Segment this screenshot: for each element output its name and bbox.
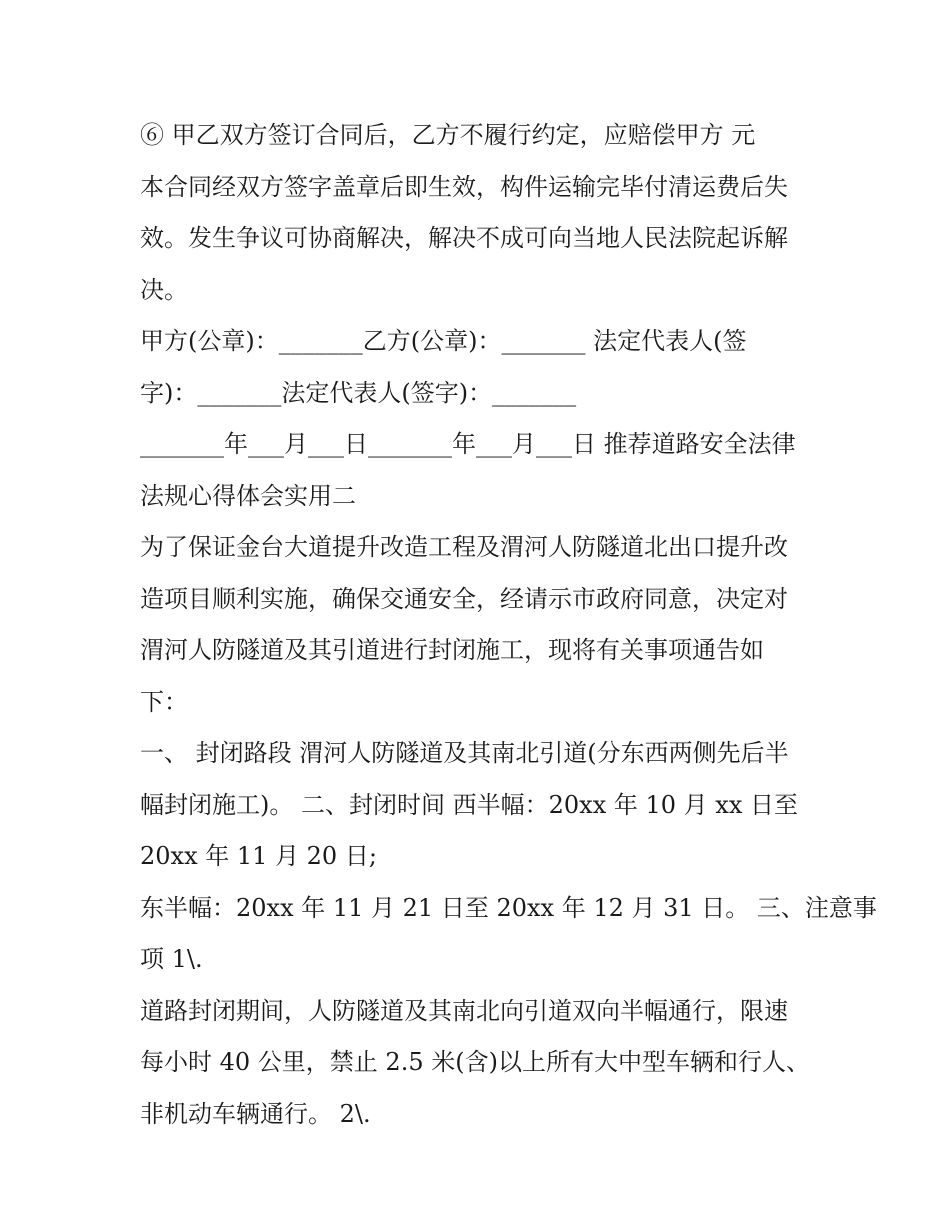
text-line: 道路封闭期间，人防隧道及其南北向引道双向半幅通行，限速 <box>140 996 788 1025</box>
text-line: 东半幅：20xx 年 11 月 21 日至 20xx 年 12 月 31 日。 三、注意事 <box>140 893 877 922</box>
text-line: 下： <box>140 687 188 716</box>
text-line: 一、 封闭路段 渭河人防隧道及其南北引道(分东西两侧先后半 <box>140 739 789 767</box>
text-line: 字)：_______法定代表人(签字)：_______ <box>140 378 577 407</box>
text-line: 幅封闭施工)。 二、封闭时间 西半幅：20xx 年 10 月 xx 日至 <box>140 790 798 819</box>
text-line: 本合同经双方签字盖章后即生效，构件运输完毕付清运费后失 <box>140 172 788 201</box>
text-line: 法规心得体会实用二 <box>140 481 356 510</box>
text-line: 为了保证金台大道提升改造工程及渭河人防隧道北出口提升改 <box>140 533 788 561</box>
text-line: 效。发生争议可协商解决，解决不成可向当地人民法院起诉解 <box>140 224 788 252</box>
document-body <box>140 110 877 1140</box>
text-line: 20xx 年 11 月 20 日; <box>140 842 377 870</box>
text-line: ⑥ 甲乙双方签订合同后，乙方不履行约定，应赔偿甲方 元 <box>140 121 756 149</box>
text-line: 造项目顺利实施，确保交通安全，经请示市政府同意，决定对 <box>140 584 788 613</box>
text-line: 渭河人防隧道及其引道进行封闭施工，现将有关事项通告如 <box>140 636 764 664</box>
text-line: 非机动车辆通行。 2\. <box>140 1099 371 1128</box>
text-line: 项 1\. <box>140 945 203 973</box>
text-line: 决。 <box>140 275 188 304</box>
text-line: 每小时 40 公里，禁止 2.5 米(含)以上所有大中型车辆和行人、 <box>140 1048 810 1076</box>
text-line: _______年___月___日_______年___月___日 推荐道路安全法律 <box>140 430 796 458</box>
text-line: 甲方(公章)：_______乙方(公章)：_______ 法定代表人(签 <box>140 327 747 355</box>
